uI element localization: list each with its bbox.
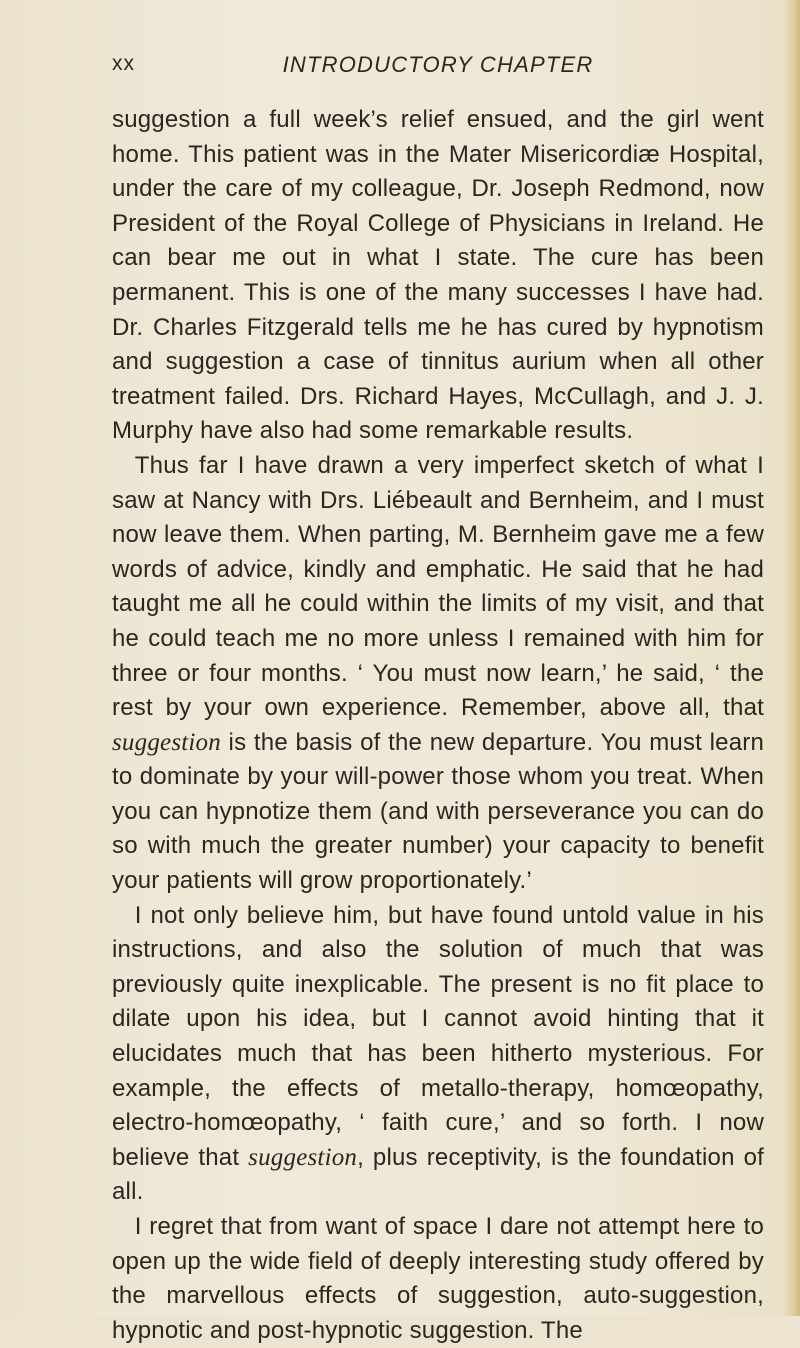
paragraph-text: I regret that from want of space I dare not attempt here to open up the wide field of deeply interesting study offered by the marvellous effects of suggestion, auto-suggestion, hypnotic and post-hypnotic suggestion. The: [112, 1213, 764, 1344]
paragraph-text: suggestion a full week’s relief ensued, and the girl went home. This patient was in the Mater Misericordiæ Hospital, under the care of my colleague, Dr. Joseph Redmond, now President of the Royal College of Physicians in Ireland. He can bear me out in what I state. The cure has been permanent. This is one of the many successes I have had. Dr. Charles Fitzgerald tells me he has cured by hypnotism and suggestion a case of tinnitus aurium when all other treatment failed. Drs. Richard Hayes, McCullagh, and J. J. Murphy have also had some remarkable results.: [112, 106, 764, 445]
page-edge: [782, 0, 800, 1316]
page-number: xx: [112, 52, 135, 75]
running-head: INTRODUCTORY CHAPTER: [282, 52, 594, 77]
paragraph: [112, 1210, 764, 1348]
page-header: [112, 52, 764, 86]
paragraph-text: is the basis of the new departure. You must learn to dominate by your will-power those whom you treat. When you can hypnotize them (and with perseverance you can do so with much the greater number) your capacity to benefit your patients will grow proportionately.’: [112, 728, 764, 895]
body-text: [112, 103, 764, 1348]
paragraph-text: , plus receptivity, is the foundation of all.: [112, 1143, 764, 1206]
paragraph-text: Thus far I have drawn a very imperfect sketch of what I saw at Nancy with Drs. Liébeault and Bernheim, and I must now leave them. When parting, M. Bernheim gave me a few words of advice, kindly and emphatic. He said that he had taught me all he could within the limits of my visit, and that he could teach me no more unless I remained with him for three or four months. ‘ You must now learn,’ he said, ‘ the rest by your own experience. Remember, above all, that: [112, 451, 764, 722]
paragraph: [112, 103, 764, 449]
paragraph: [112, 899, 764, 1210]
italic-text: suggestion: [112, 728, 221, 756]
italic-text: suggestion: [248, 1143, 358, 1171]
paragraph: [112, 449, 764, 899]
paragraph-text: I not only believe him, but have found untold value in his instructions, and also the solution of much that was previously quite inexplicable. The present is no fit place to dilate upon his idea, but I cannot avoid hinting that it elucidates much that has been hitherto mysterious. For example, the effects of metallo-therapy, homœopathy, electro-homœopathy, ‘ faith cure,’ and so forth. I now believe that: [112, 901, 764, 1171]
